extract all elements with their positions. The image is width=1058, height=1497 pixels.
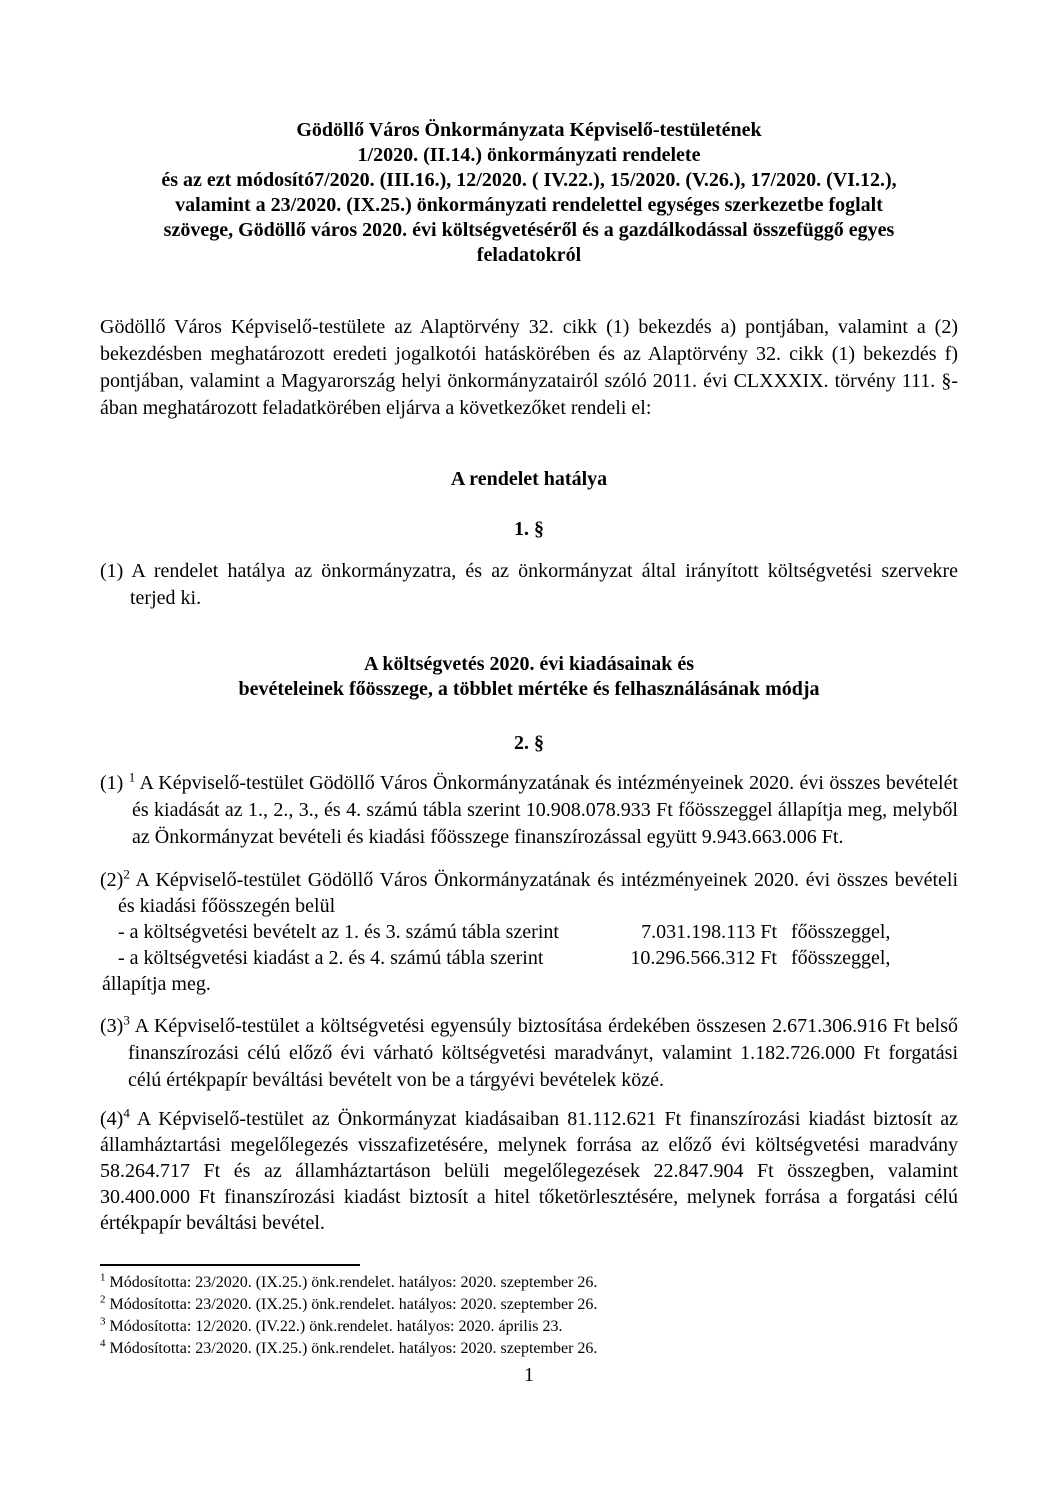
- page-number: 1: [524, 1364, 534, 1386]
- paragraph-2-intro: [100, 867, 958, 919]
- footnote-number: 1: [100, 1271, 106, 1284]
- title-line: feladatokról: [476, 244, 582, 266]
- para-text: A Képviselő-testület Gödöllő Város Önkormányzatának és intézményeinek 2020. évi összes bevételét és kiadását az 1., 2., 3., és 4. számú tábla szerint 10.908.078.933 Ft főösszeggel állapítja meg, melyből az Önkormányzat bevételi és kiadási főösszege finanszírozással együtt 9.943.663.006 Ft.: [132, 772, 959, 848]
- footnote-number: 3: [100, 1315, 106, 1328]
- paragraph-2-closing: állapítja meg.: [102, 973, 211, 995]
- footnote-text: Módosította: 12/2020. (IV.22.) önk.rendelet. hatályos: 2020. április 23.: [109, 1318, 563, 1335]
- row-label: - a költségvetési kiadást a 2. és 4. számú tábla szerint: [118, 947, 544, 969]
- footnote-ref-marker: 2: [123, 866, 130, 882]
- section2-heading-line: A költségvetés 2020. évi kiadásainak és: [363, 653, 695, 675]
- para-marker: (4): [100, 1108, 124, 1130]
- para-text: A Képviselő-testület az Önkormányzat kiadásaiban 81.112.621 Ft finanszírozási kiadást biztosít az államháztartási megelőlegezés visszafizetésére, melynek forrása az előző évi költségvetési maradvány 58.264.717 Ft és az államháztartáson belüli megelőlegezések 22.847.904 Ft összegben, valamint 30.400.000 Ft finanszírozási kiadást biztosít a hitel tőketörlesztésére, melynek forrása a forgatási célú értékpapír beváltási bevétel.: [100, 1108, 958, 1234]
- footnote-text: Módosította: 23/2020. (IX.25.) önk.rendelet. hatályos: 2020. szeptember 26.: [109, 1340, 598, 1357]
- para-marker: (3): [100, 1015, 124, 1037]
- footnote-number: 4: [100, 1337, 106, 1350]
- row-suffix: főösszeggel,: [791, 921, 891, 943]
- para-marker: (1): [100, 772, 124, 794]
- section2-paragraph-1: [100, 770, 958, 851]
- footnote-4: [100, 1338, 958, 1360]
- title-line: 1/2020. (II.14.) önkormányzati rendelete: [357, 144, 701, 166]
- document-title: [100, 118, 958, 268]
- section2-heading: [100, 652, 958, 702]
- para-marker: (2): [100, 869, 124, 891]
- section2-number: 2. §: [514, 732, 544, 754]
- footnote-ref-marker: 4: [123, 1105, 130, 1121]
- preamble-paragraph: Gödöllő Város Képviselő-testülete az Alaptörvény 32. cikk (1) bekezdés a) pontjában, valamint a (2) bekezdésben meghatározott eredeti jogalkotói hatáskörében és az Alaptörvény 32. cikk (1) bekezdés f) pontjában, valamint a Magyarország helyi önkormányzatairól szóló 2011. évi CLXXXIX. törvény 111. §-ában meghatározott feladatkörében eljárva a következőket rendeli el:: [100, 316, 958, 419]
- title-line: Gödöllő Város Önkormányzata Képviselő-testületének: [296, 119, 762, 141]
- para-text: A Képviselő-testület Gödöllő Város Önkormányzatának és intézményeinek 2020. évi összes bevételi és kiadási főösszegén belül: [118, 869, 958, 917]
- para-text: A Képviselő-testület a költségvetési egyensúly biztosítása érdekében összesen 2.671.306.916 Ft belső finanszírozási célú előző évi várható költségvetési maradványt, valamint 1.182.726.000 Ft forgatási célú értékpapír beváltási bevételt von be a tárgyévi bevételek közé.: [128, 1015, 958, 1091]
- footnote-text: Módosította: 23/2020. (IX.25.) önk.rendelet. hatályos: 2020. szeptember 26.: [109, 1274, 598, 1291]
- budget-expense-row: [100, 945, 958, 971]
- footnote-ref-marker: 1: [128, 769, 136, 785]
- row-amount: 7.031.198.113 Ft: [641, 921, 777, 943]
- para-text: A rendelet hatálya az önkormányzatra, és az önkormányzat által irányított költségvetési szervekre terjed ki.: [130, 560, 958, 609]
- section2-paragraph-2: [100, 867, 958, 997]
- title-line: valamint a 23/2020. (IX.25.) önkormányzati rendelettel egységes szerkezetbe foglalt: [175, 194, 883, 216]
- section2-heading-line: bevételeinek főösszege, a többlet mértéke és felhasználásának módja: [238, 678, 820, 700]
- title-line: szövege, Gödöllő város 2020. évi költségvetéséről és a gazdálkodással összefüggő egyes: [163, 219, 895, 241]
- row-amount: 10.296.566.312 Ft: [630, 947, 777, 969]
- footnote-3: [100, 1316, 958, 1338]
- footnote-2: [100, 1294, 958, 1316]
- footnote-number: 2: [100, 1293, 106, 1306]
- footnote-1: [100, 1272, 958, 1294]
- row-suffix: főösszeggel,: [791, 947, 891, 969]
- section1-number: 1. §: [514, 518, 544, 540]
- budget-revenue-row: [100, 919, 958, 945]
- section2-paragraph-4: [100, 1106, 958, 1236]
- para-marker: (1): [100, 560, 124, 582]
- section1-paragraph-1: [100, 558, 958, 612]
- footnotes-block: [100, 1266, 958, 1360]
- footnote-ref-marker: 3: [123, 1012, 130, 1028]
- title-line: és az ezt módosító7/2020. (III.16.), 12/2020. ( IV.22.), 15/2020. (V.26.), 17/2020. (VI.12.),: [161, 169, 897, 191]
- footnote-text: Módosította: 23/2020. (IX.25.) önk.rendelet. hatályos: 2020. szeptember 26.: [109, 1296, 598, 1313]
- row-label: - a költségvetési bevételt az 1. és 3. számú tábla szerint: [118, 921, 559, 943]
- section2-paragraph-3: [100, 1013, 958, 1094]
- section1-heading: A rendelet hatálya: [450, 468, 608, 490]
